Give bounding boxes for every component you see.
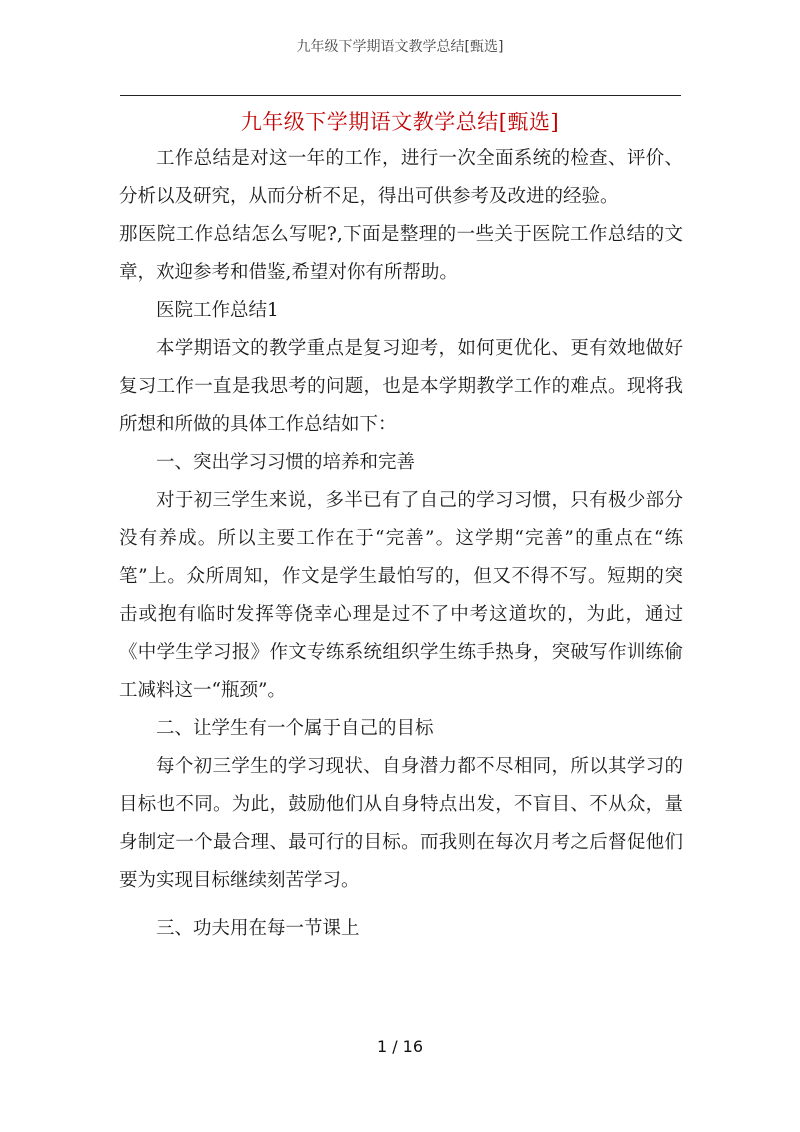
header-divider <box>120 95 681 96</box>
document-body <box>119 140 683 948</box>
section-heading-2: 二、让学生有一个属于自己的目标 <box>156 718 434 739</box>
document-title: 九年级下学期语文教学总结[甄选] <box>240 110 560 134</box>
intro-paragraph: 工作总结是对这一年的工作，进行一次全面系统的检查、评价、分析以及研究，从而分析不足，得出可供参考及改进的经验。 <box>119 148 683 207</box>
section-heading-1: 一、突出学习习惯的培养和完善 <box>156 452 416 473</box>
body-paragraph: 每个初三学生的学习现状、自身潜力都不尽相同，所以其学习的目标也不同。为此，鼓励他们从自身特点出发，不盲目、不从众，量身制定一个最合理、最可行的目标。而我则在每次月考之后督促他们要为实现目标继续刻苦学习。 <box>119 756 683 891</box>
running-header: 九年级下学期语文教学总结[甄选] <box>296 39 504 55</box>
section-heading-3: 三、功夫用在每一节课上 <box>156 918 360 939</box>
body-paragraph: 对于初三学生来说，多半已有了自己的学习习惯，只有极少部分没有养成。所以主要工作在于“完善”。这学期“完善”的重点在“练笔”上。众所周知，作文是学生最怕写的，但又不得不写。短期的突击或抱有临时发挥等侥幸心理是过不了中考这道坎的，为此，通过《中学生学习报》作文专练系统组织学生练手热身，突破写作训练偷工减料这一“瓶颈”。 <box>119 490 683 701</box>
page-indicator: 1 / 16 <box>376 1037 424 1056</box>
intro-paragraph-2: 那医院工作总结怎么写呢?,下面是整理的一些关于医院工作总结的文章，欢迎参考和借鉴,希望对你有所帮助。 <box>119 224 683 283</box>
body-paragraph: 本学期语文的教学重点是复习迎考，如何更优化、更有效地做好复习工作一直是我思考的问题，也是本学期教学工作的难点。现将我所想和所做的具体工作总结如下： <box>119 338 683 435</box>
section-label: 医院工作总结1 <box>156 300 279 321</box>
